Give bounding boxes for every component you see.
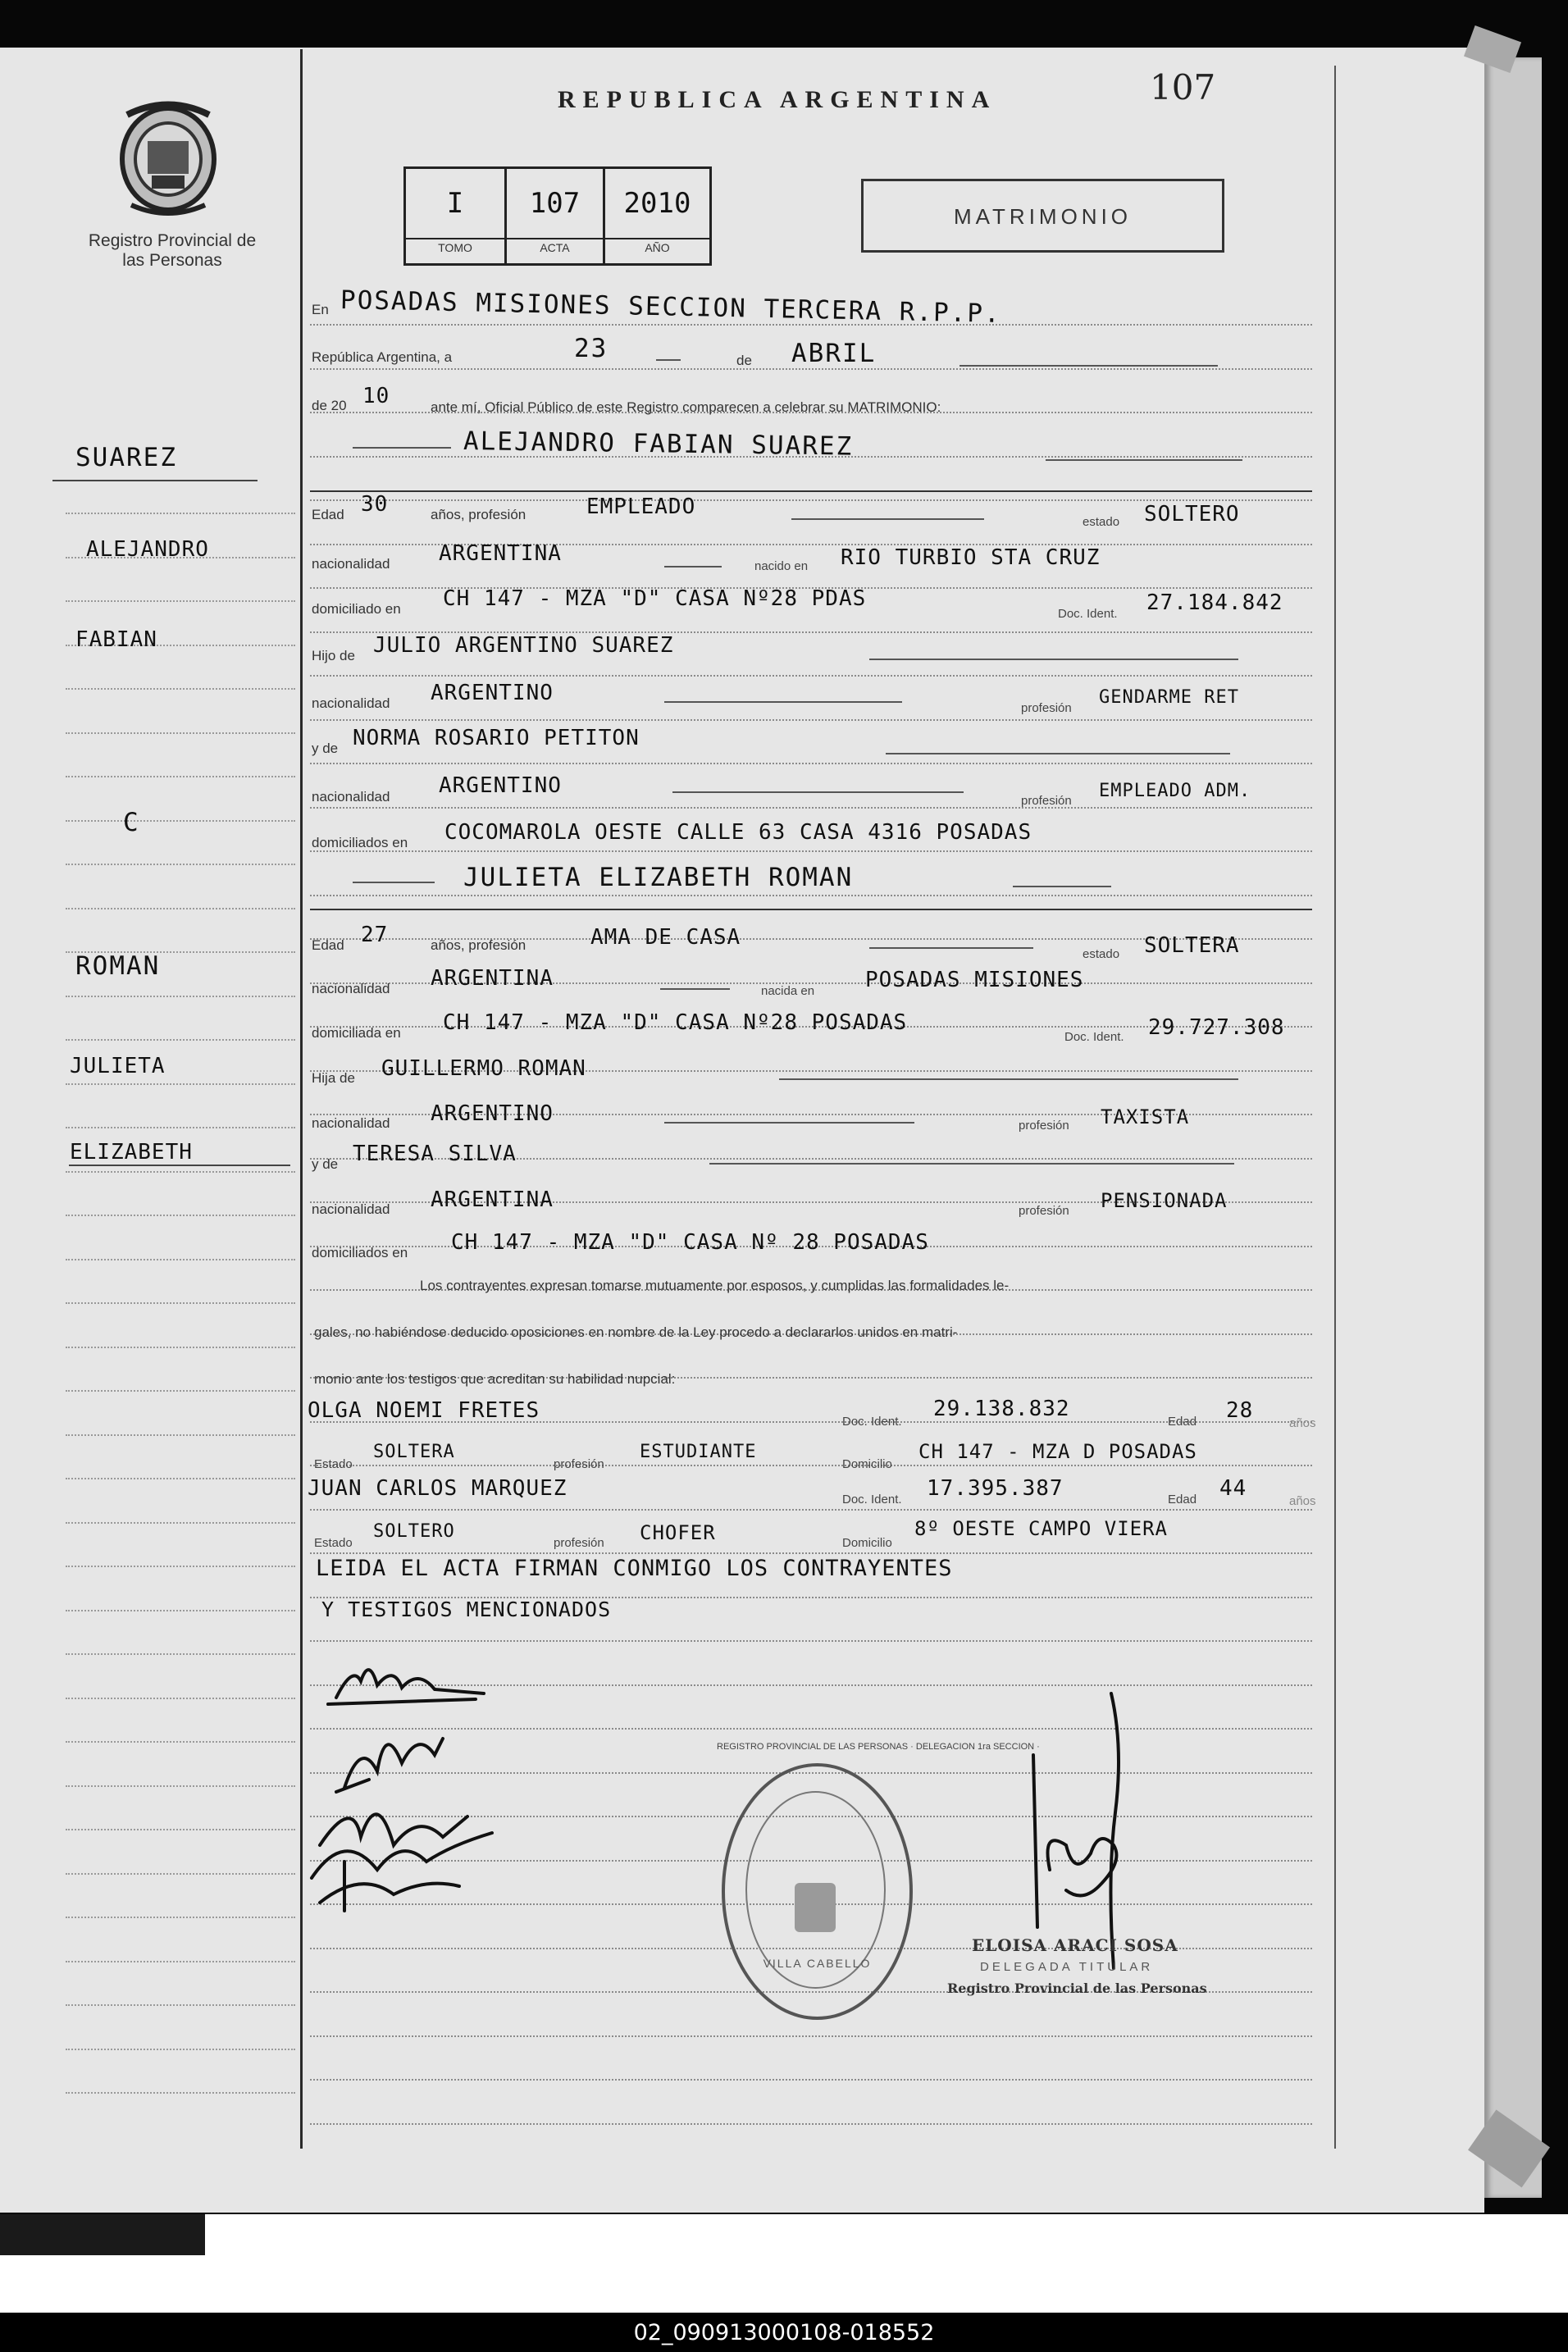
bride-edad-label: Edad — [312, 937, 344, 953]
margin-surname-groom: SUAREZ — [75, 443, 177, 472]
groom-madre-prof-label: profesión — [1021, 794, 1072, 808]
bride-padre-prof-label: profesión — [1019, 1119, 1069, 1133]
ruled-line — [310, 719, 1312, 722]
dash — [656, 359, 681, 361]
groom-padre-prof-label: profesión — [1021, 701, 1072, 715]
ruled-line — [310, 1640, 1312, 1643]
ano-label: AÑO — [605, 238, 709, 254]
bride-padre: GUILLERMO ROMAN — [381, 1056, 586, 1081]
margin-ruled-line — [66, 996, 295, 998]
dash — [1013, 886, 1111, 887]
registry-seal — [717, 1742, 1040, 2020]
margin-ruled-line — [66, 1390, 295, 1393]
republica-label: República Argentina, a — [312, 349, 453, 365]
margin-ruled-line — [66, 1127, 295, 1129]
bride-padres-dom: CH 147 - MZA "D" CASA Nº 28 POSADAS — [451, 1230, 929, 1255]
acta-value: 107 — [529, 187, 581, 220]
witness1-domicilio-label: Domicilio — [842, 1457, 892, 1471]
margin-ruled-line — [66, 1741, 295, 1743]
margin-ruled-line — [66, 1698, 295, 1700]
margin-ruled-line — [66, 1302, 295, 1305]
witness2-anos-label: años — [1289, 1494, 1316, 1508]
groom-name: ALEJANDRO FABIAN SUAREZ — [463, 426, 854, 462]
margin-ruled-line — [66, 2049, 295, 2051]
bride-nacionalidad-label: nacionalidad — [312, 981, 390, 996]
bride-estado-label: estado — [1083, 947, 1120, 961]
margin-surname-bride: ROMAN — [75, 951, 161, 981]
margin-ruled-line — [66, 1039, 295, 1042]
ruled-line — [310, 1465, 1312, 1467]
dash — [353, 447, 451, 449]
groom-doc-label: Doc. Ident. — [1058, 607, 1118, 621]
groom-padre: JULIO ARGENTINO SUAREZ — [373, 633, 674, 658]
ruled-line — [310, 2035, 1312, 2038]
groom-nacionalidad-label: nacionalidad — [312, 556, 390, 572]
margin-ruled-line — [66, 1917, 295, 1919]
section-separator — [310, 909, 1312, 910]
witness2-estado-label: Estado — [314, 1536, 353, 1550]
declaration-line3: monio ante los testigos que acreditan su habilidad nupcial: — [314, 1371, 676, 1387]
margin-ruled-line — [66, 2092, 295, 2094]
groom-padres-dom-label: domiciliados en — [312, 835, 408, 850]
official-name: ELOISA ARACI SOSA — [972, 1935, 1178, 1955]
scan-border-white — [0, 2255, 1568, 2313]
right-margin-line — [1334, 66, 1336, 2149]
day-value: 23 — [574, 334, 609, 363]
margin-ruled-line — [66, 1347, 295, 1349]
bride-madre-prof-label: profesión — [1019, 1204, 1069, 1218]
official-registry: Registro Provincial de las Personas — [947, 1981, 1207, 1996]
margin-ruled-line — [66, 1259, 295, 1261]
bride-domicilio-label: domiciliada en — [312, 1025, 401, 1041]
groom-nacido: RIO TURBIO STA CRUZ — [841, 545, 1101, 570]
bride-edad: 27 — [361, 923, 389, 947]
dash — [664, 566, 722, 567]
margin-ruled-line — [66, 1215, 295, 1217]
margin-ruled-line — [66, 1829, 295, 1831]
bride-padre-prof: TAXISTA — [1101, 1105, 1190, 1128]
acta-cell — [507, 169, 605, 263]
bride-padre-nac: ARGENTINO — [431, 1101, 554, 1126]
bride-doc: 29.727.308 — [1148, 1015, 1285, 1040]
ruled-line — [310, 368, 1312, 371]
groom-madre: NORMA ROSARIO PETITON — [353, 726, 640, 750]
record-type: MATRIMONIO — [953, 204, 1133, 229]
bride-name: JULIETA ELIZABETH ROMAN — [463, 863, 854, 892]
oficial-text: ante mí, Oficial Público de este Registro comparecen a celebrar su MATRIMONIO: — [431, 399, 941, 415]
ruled-line — [310, 763, 1312, 765]
dash — [664, 701, 902, 703]
groom-nacido-label: nacido en — [754, 559, 809, 573]
closing-line1: LEIDA EL ACTA FIRMAN CONMIGO LOS CONTRAYENTES — [316, 1556, 953, 1581]
groom-nacionalidad: ARGENTINA — [439, 541, 562, 566]
margin-underline — [69, 1165, 290, 1166]
margin-name1-bride: JULIETA — [70, 1054, 166, 1078]
groom-madre-nac: ARGENTINO — [439, 773, 562, 798]
record-type-box — [861, 179, 1224, 253]
tomo-cell — [406, 169, 507, 263]
seal-center-text: VILLA CABELLO — [763, 1957, 872, 1970]
en-label: En — [312, 302, 329, 317]
official-signature — [1017, 1681, 1148, 1976]
margin-name1-groom: ALEJANDRO — [86, 537, 209, 562]
year-value: 10 — [362, 384, 390, 408]
margin-ruled-line — [66, 732, 295, 735]
witness1-edad-label: Edad — [1168, 1415, 1197, 1429]
margin-ruled-line — [66, 1785, 295, 1788]
dash — [779, 1078, 1238, 1080]
dash — [791, 518, 984, 520]
dash — [672, 791, 964, 793]
groom-padre-nac-label: nacionalidad — [312, 695, 390, 711]
groom-profesion: EMPLEADO — [586, 495, 696, 519]
witness2-name: JUAN CARLOS MARQUEZ — [308, 1476, 567, 1501]
groom-padres-dom: COCOMAROLA OESTE CALLE 63 CASA 4316 POSADAS — [444, 820, 1032, 845]
groom-padre-prof: GENDARME RET — [1099, 687, 1239, 708]
signatures — [295, 1648, 508, 1944]
country-title: REPUBLICA ARGENTINA — [558, 86, 997, 113]
registry-label: Registro Provincial de las Personas — [88, 231, 257, 270]
margin-ruled-line — [66, 600, 295, 603]
witness2-domicilio-label: Domicilio — [842, 1536, 892, 1550]
margin-ruled-line — [66, 1478, 295, 1480]
witness2-edad: 44 — [1219, 1476, 1247, 1501]
bride-yde-label: y de — [312, 1156, 339, 1172]
margin-ruled-line — [66, 688, 295, 691]
bride-madre: TERESA SILVA — [353, 1142, 517, 1166]
dash — [660, 988, 730, 990]
witness2-domicilio: 8º OESTE CAMPO VIERA — [914, 1517, 1168, 1540]
margin-ruled-line — [66, 1083, 295, 1086]
margin-connector: C — [123, 808, 140, 837]
bride-estado: SOLTERA — [1144, 933, 1240, 958]
bride-anos-label: años, profesión — [431, 937, 526, 953]
witness2-doc: 17.395.387 — [927, 1476, 1064, 1501]
margin-ruled-line — [66, 1566, 295, 1568]
dash — [709, 1163, 1234, 1165]
margin-ruled-line — [66, 776, 295, 778]
provincial-shield-logo — [111, 90, 226, 221]
ano-cell — [605, 169, 709, 263]
witness1-name: OLGA NOEMI FRETES — [308, 1398, 540, 1423]
witness1-estado: SOLTERA — [373, 1442, 455, 1462]
tomo-value: I — [446, 187, 464, 220]
witness2-edad-label: Edad — [1168, 1493, 1197, 1506]
margin-ruled-line — [66, 1610, 295, 1612]
ruled-line — [310, 1509, 1312, 1511]
de-label: de — [736, 353, 752, 368]
witness1-profesion: ESTUDIANTE — [640, 1442, 757, 1462]
ruled-line — [310, 675, 1312, 677]
margin-name2-groom: FABIAN — [75, 627, 157, 652]
ruled-line — [310, 895, 1312, 897]
witness1-doc: 29.138.832 — [933, 1397, 1070, 1421]
margin-ruled-line — [66, 2004, 295, 2007]
bride-domicilio: CH 147 - MZA "D" CASA Nº28 POSADAS — [443, 1010, 908, 1035]
witness2-profesion: CHOFER — [640, 1521, 716, 1544]
bride-nacido-label: nacida en — [761, 984, 815, 998]
groom-edad: 30 — [361, 492, 389, 517]
year-label: de 20 — [312, 398, 347, 413]
dash — [869, 947, 1033, 949]
margin-ruled-line — [66, 1522, 295, 1525]
dash — [353, 882, 435, 883]
witness1-doc-label: Doc. Ident. — [842, 1415, 902, 1429]
bride-madre-nac-label: nacionalidad — [312, 1201, 390, 1217]
official-title: DELEGADA TITULAR — [980, 1960, 1154, 1974]
seal-emblem — [795, 1883, 836, 1932]
margin-name2-bride: ELIZABETH — [70, 1140, 193, 1165]
acta-label: ACTA — [507, 238, 603, 254]
witness2-profesion-label: profesión — [554, 1536, 604, 1550]
groom-yde-label: y de — [312, 741, 339, 756]
ano-value: 2010 — [623, 187, 691, 220]
groom-doc: 27.184.842 — [1146, 590, 1283, 615]
image-caption: 02_090913000108-018552 — [0, 2314, 1568, 2352]
margin-ruled-line — [66, 908, 295, 910]
groom-domicilio: CH 147 - MZA "D" CASA Nº28 PDAS — [443, 586, 867, 611]
margin-underline — [52, 480, 258, 481]
ruled-line — [310, 2123, 1312, 2126]
margin-ruled-line — [66, 1653, 295, 1656]
record-number-box — [403, 166, 712, 266]
groom-estado-label: estado — [1083, 515, 1120, 529]
margin-ruled-line — [66, 820, 295, 823]
ruled-line — [310, 1552, 1312, 1555]
page-number: 107 — [1150, 67, 1216, 107]
ruled-line — [310, 807, 1312, 809]
bride-nacido: POSADAS MISIONES — [865, 968, 1084, 992]
bride-madre-nac: ARGENTINA — [431, 1187, 554, 1212]
margin-ruled-line — [66, 1171, 295, 1174]
witness2-estado: SOLTERO — [373, 1521, 455, 1542]
groom-anos-label: años, profesión — [431, 507, 526, 522]
place-value: POSADAS MISIONES SECCION TERCERA R.P.P. — [340, 285, 1002, 329]
bride-doc-label: Doc. Ident. — [1064, 1030, 1124, 1044]
bride-hijo-label: Hija de — [312, 1070, 355, 1086]
bride-profesion: AMA DE CASA — [590, 925, 741, 950]
bride-padres-dom-label: domiciliados en — [312, 1245, 408, 1260]
margin-ruled-line — [66, 1961, 295, 1963]
dash — [869, 659, 1238, 660]
margin-ruled-line — [66, 513, 295, 515]
groom-padre-nac: ARGENTINO — [431, 681, 554, 705]
ruled-line — [310, 2079, 1312, 2081]
groom-edad-label: Edad — [312, 507, 344, 522]
dash — [1046, 459, 1242, 461]
ruled-line — [310, 850, 1312, 853]
dash — [664, 1122, 914, 1124]
witness1-anos-label: años — [1289, 1416, 1316, 1430]
margin-ruled-line — [66, 864, 295, 866]
margin-ruled-line — [66, 1873, 295, 1876]
groom-domicilio-label: domiciliado en — [312, 601, 401, 617]
groom-madre-nac-label: nacionalidad — [312, 789, 390, 805]
section-separator — [310, 490, 1312, 492]
bride-padre-nac-label: nacionalidad — [312, 1115, 390, 1131]
page-edge — [1484, 57, 1542, 2198]
tomo-label: TOMO — [406, 238, 504, 254]
witness1-edad: 28 — [1226, 1398, 1254, 1423]
closing-line2: Y TESTIGOS MENCIONADOS — [321, 1598, 612, 1621]
declaration-line1: Los contrayentes expresan tomarse mutuamente por esposos, y cumplidas las formalidades le- — [420, 1278, 1010, 1293]
groom-estado: SOLTERO — [1144, 502, 1240, 526]
seal-ring-text: REGISTRO PROVINCIAL DE LAS PERSONAS · DELEGACION 1ra SECCION · — [717, 1742, 1040, 1752]
bride-madre-prof: PENSIONADA — [1101, 1189, 1228, 1212]
witness1-estado-label: Estado — [314, 1457, 353, 1471]
witness1-profesion-label: profesión — [554, 1457, 604, 1471]
dash — [886, 753, 1230, 754]
dash — [959, 365, 1218, 367]
declaration-line2: gales, no habiéndose deducido oposiciones en nombre de la Ley procedo a declararlos unidos en matri- — [314, 1324, 958, 1340]
month-value: ABRIL — [791, 339, 877, 368]
margin-ruled-line — [66, 1434, 295, 1437]
scan-border — [205, 2214, 1568, 2255]
groom-hijo-label: Hijo de — [312, 648, 355, 663]
witness2-doc-label: Doc. Ident. — [842, 1493, 902, 1506]
witness1-domicilio: CH 147 - MZA D POSADAS — [918, 1440, 1197, 1463]
bride-nacionalidad: ARGENTINA — [431, 966, 554, 991]
groom-madre-prof: EMPLEADO ADM. — [1099, 781, 1251, 801]
